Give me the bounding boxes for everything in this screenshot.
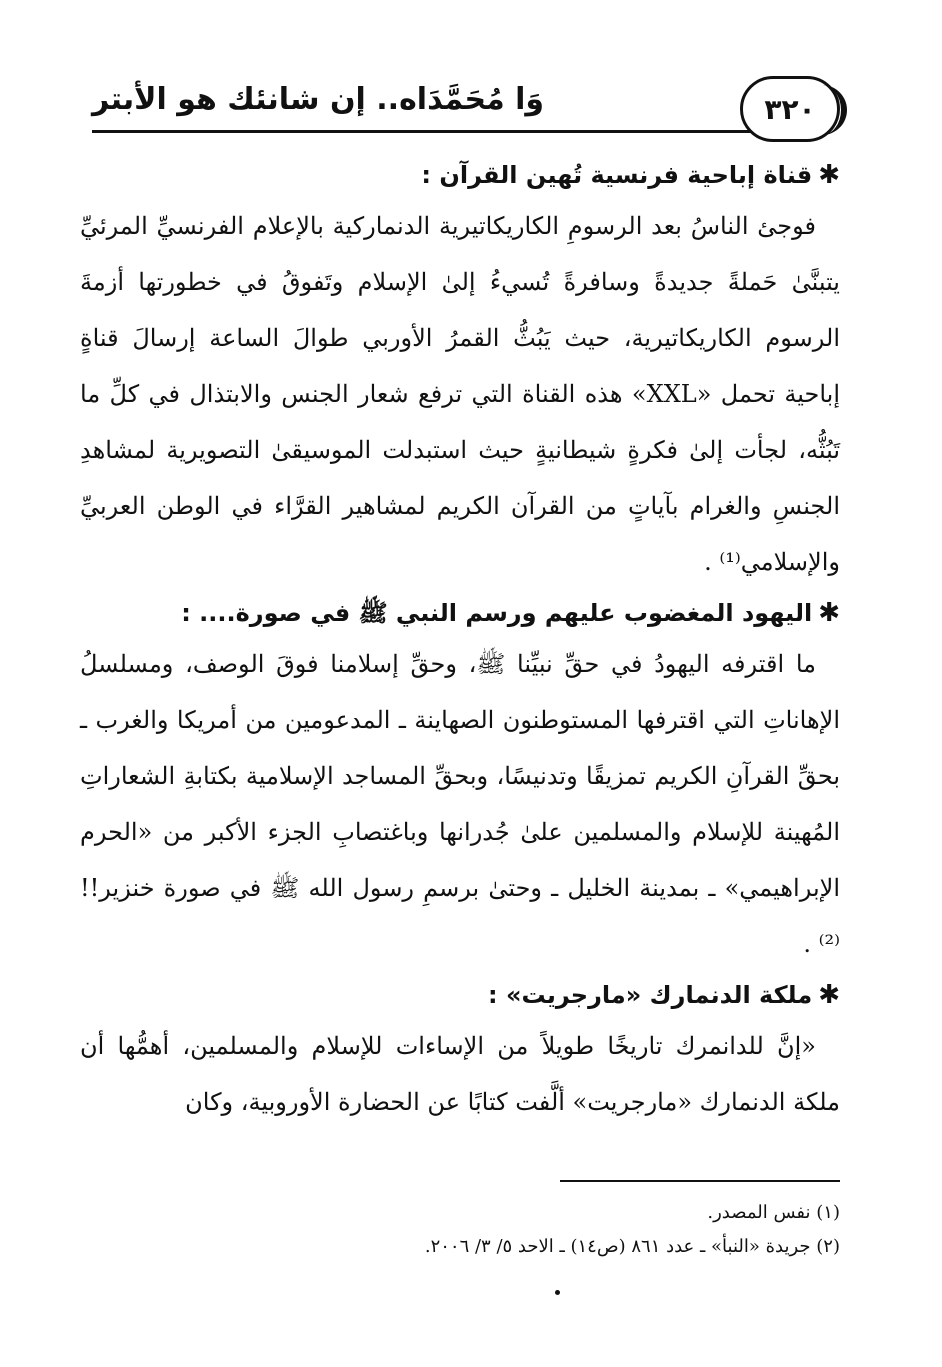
footnote-2: (٢) جريدة «النبأ» ـ عدد ٨٦١ (ص١٤) ـ الاحد ٥/ ٣/ ٢٠٠٦. — [424, 1236, 840, 1257]
section-heading-jews-drawing: ✱اليهود المغضوب عليهم ورسم النبي ﷺ في صورة.... : — [181, 598, 840, 628]
asterisk-icon: ✱ — [818, 980, 840, 1010]
running-title: وَا مُحَمَّدَاه.. إن شانئك هو الأبتر — [92, 82, 545, 117]
section-paragraph-jews-drawing: ما اقترفه اليهودُ في حقِّ نبيِّنا ﷺ، وحقِّ إسلامنا فوقَ الوصف، ومسلسلُ الإهاناتِ التي اقترفها المستوطنون الصهاينة ـ المدعومين من أمريكا والغرب ـ بحقِّ القرآنِ الكريم تمزيقًا وتدنيسًا، وبحقِّ المساجد الإسلامية بكتابةِ الشعاراتِ المُهينة للإسلام والمسلمين علىٰ جُدرانها وباغتصابِ الجزء الأكبر من «الحرم الإبراهيمي» ـ بمدينة الخليل ـ وحتىٰ برسمِ رسول الله ﷺ في صورة خنزير!!⁽²⁾ . — [80, 650, 841, 958]
section-heading-french-channel: ✱قناة إباحية فرنسية تُهين القرآن : — [421, 160, 840, 190]
page-dot-mark — [555, 1290, 560, 1295]
footnotes — [200, 1196, 840, 1264]
header-rule — [92, 130, 756, 133]
footnote-rule — [560, 1180, 840, 1182]
page-header — [92, 70, 840, 150]
section-heading-queen-margrethe: ✱ملكة الدنمارك «مارجريت» : — [488, 980, 840, 1010]
asterisk-icon: ✱ — [818, 598, 840, 628]
footnote-1: (١) نفس المصدر. — [707, 1202, 840, 1223]
section-paragraph-french-channel: فوجئ الناسُ بعد الرسومِ الكاريكاتيرية الدنماركية بالإعلام الفرنسيِّ المرئيِّ يتبنَّىٰ حَملةً جديدةً وسافرةً تُسيءُ إلىٰ الإسلام وتَفوقُ في خطورتها أزمةَ الرسوم الكاريكاتيرية، حيث يَبُثُّ القمرُ الأوربي طوالَ الساعة إرسالَ قناةٍ إباحية تحمل «XXL» هذه القناة التي ترفع شعار الجنس والابتذال في كلِّ ما تَبُثُّه، لجأت إلىٰ فكرةٍ شيطانيةٍ حيث استبدلت الموسيقىٰ التصويرية لمشاهدِ الجنسِ والغرام بآياتٍ من القرآن الكريم لمشاهير القرَّاء في الوطن العربيِّ والإسلامي⁽¹⁾ . — [80, 212, 841, 576]
page-number-badge — [740, 76, 840, 142]
page-body — [80, 152, 840, 1130]
page-number: ٣٢٠ — [764, 92, 816, 126]
asterisk-icon: ✱ — [818, 160, 840, 190]
section-paragraph-queen-margrethe: «إنَّ للدانمرك تاريخًا طويلاً من الإساءات للإسلام والمسلمين، أهمُّها أن ملكة الدنمارك «مارجريت» ألَّفت كتابًا عن الحضارة الأوروبية، وكان — [80, 1032, 840, 1116]
